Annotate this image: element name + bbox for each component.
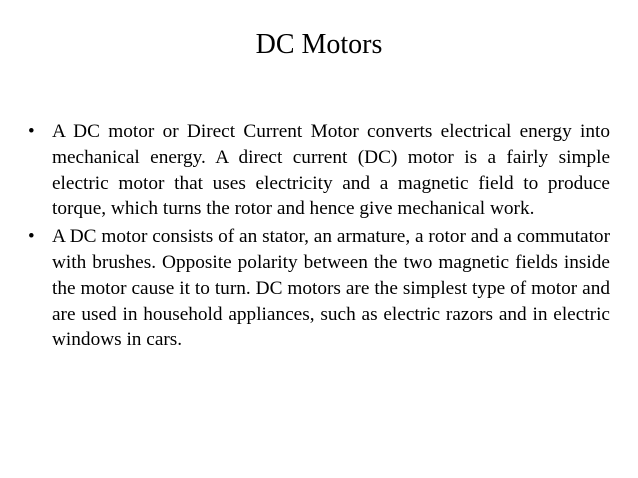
bullet-list: [22, 119, 610, 355]
bullet-item: [22, 119, 610, 222]
bullet-text: A DC motor or Direct Current Motor converts electrical energy into mechanical energy. A direct current (DC) motor is a fairly simple electric motor that uses electricity and a magnetic field to produce torque, which turns the rotor and hence give mechanical work.: [52, 121, 610, 220]
bullet-item: [22, 224, 610, 353]
bullet-text: A DC motor consists of an stator, an armature, a rotor and a commutator with brushes. Opposite polarity between the two magnetic fields inside the motor cause it to turn. DC motors are the simplest type of motor and are used in household appliances, such as electric razors and in electric windows in cars.: [52, 226, 610, 351]
bullet-dot-icon: •: [28, 226, 35, 248]
bullet-dot-icon: •: [28, 121, 35, 142]
slide-title: DC Motors: [255, 29, 383, 60]
